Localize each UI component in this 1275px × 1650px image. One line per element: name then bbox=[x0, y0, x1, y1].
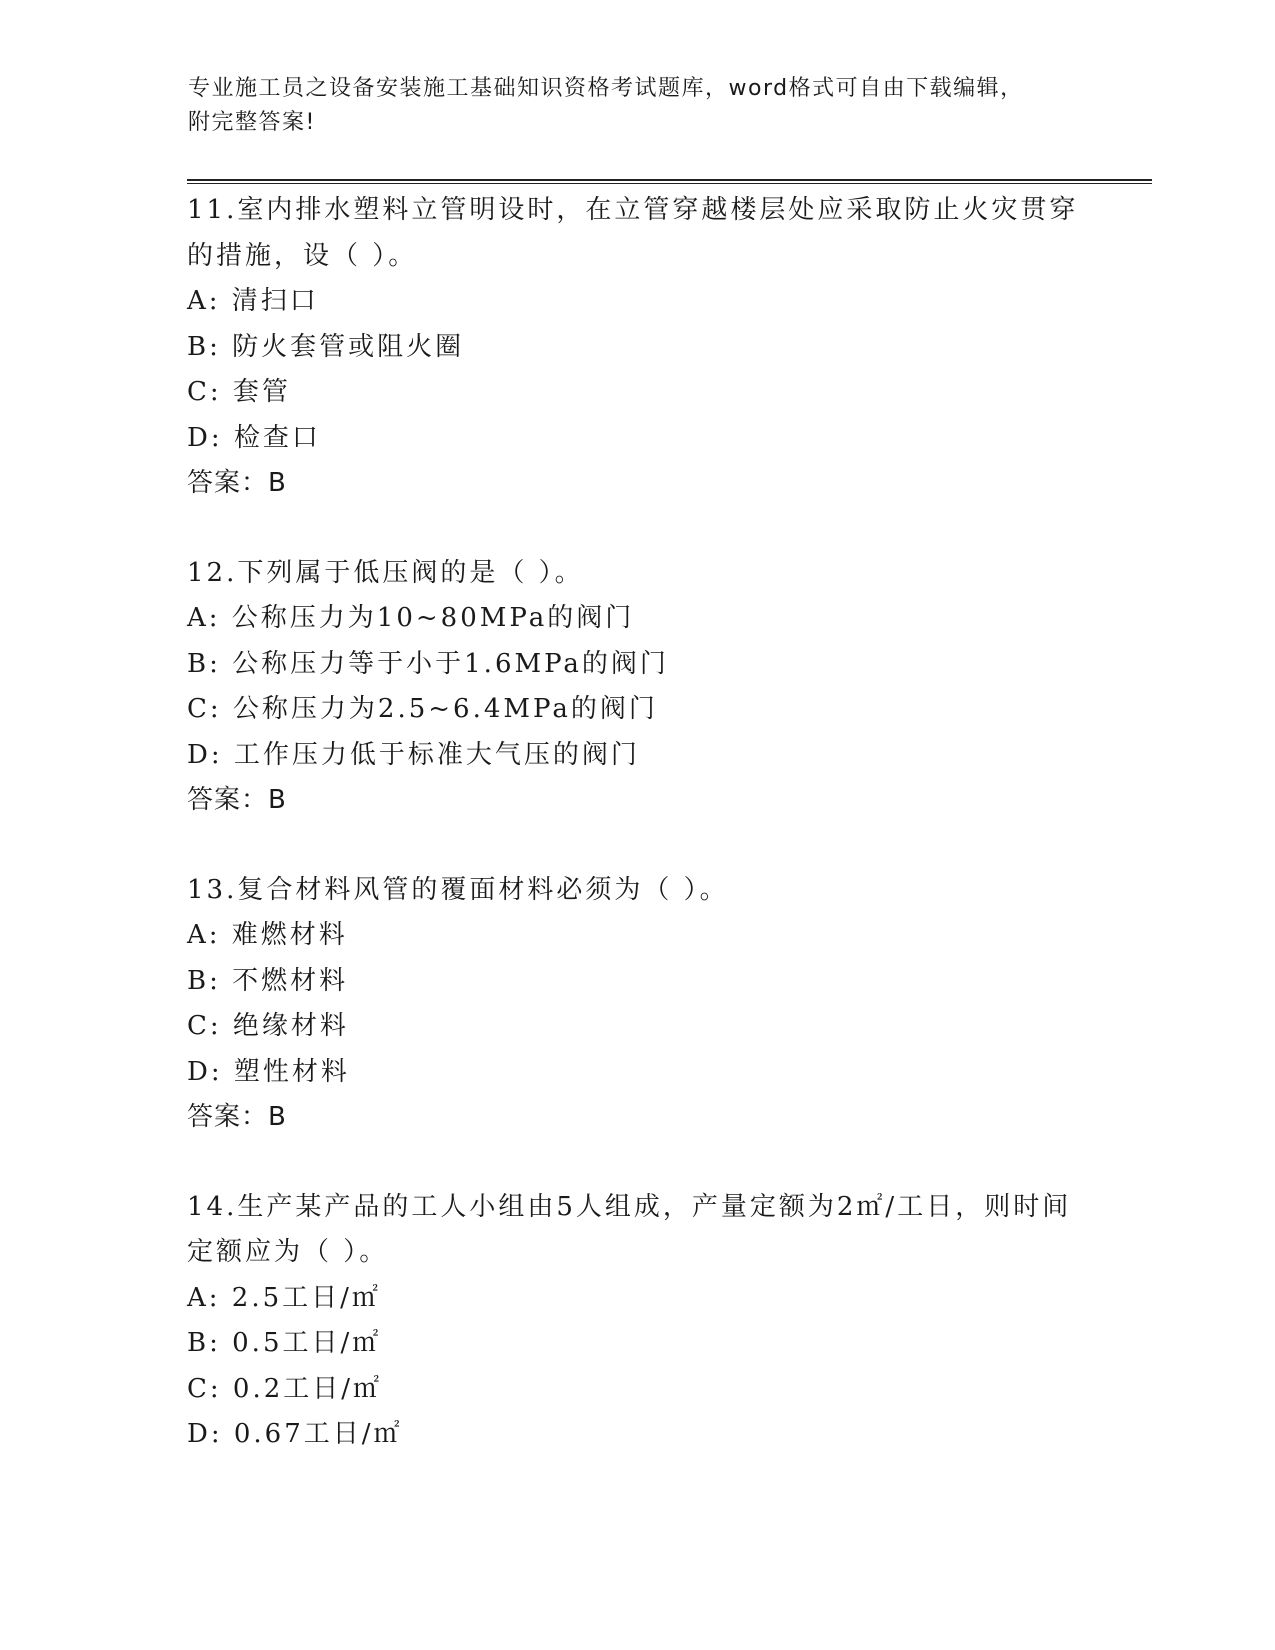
option-a: A: 清扫口 bbox=[187, 286, 319, 316]
option-c: C: 0.2工日/㎡ bbox=[187, 1373, 383, 1404]
option-c: C: 套管 bbox=[187, 377, 291, 407]
question-stem-continued: 定额应为（ ）。 bbox=[187, 1237, 389, 1267]
option-a: A: 公称压力为10~80MPa的阀门 bbox=[187, 603, 635, 633]
option-a: A: 难燃材料 bbox=[187, 920, 348, 950]
document-header bbox=[188, 72, 1088, 140]
question-stem-continued: 的措施，设（ ）。 bbox=[187, 240, 418, 271]
question-list bbox=[187, 188, 1087, 1502]
question-stem: 11.室内排水塑料立管明设时，在立管穿越楼层处应采取防止火灾贯穿 bbox=[187, 195, 1079, 225]
question-14 bbox=[187, 1185, 1087, 1458]
header-line-2: 附完整答案! bbox=[188, 110, 316, 135]
question-stem: 14.生产某产品的工人小组由5人组成，产量定额为2㎡/工日，则时间 bbox=[187, 1191, 1072, 1222]
question-12 bbox=[187, 551, 1087, 824]
option-c: C: 公称压力为2.5~6.4MPa的阀门 bbox=[187, 694, 658, 724]
question-stem: 12.下列属于低压阀的是（ ）。 bbox=[187, 557, 584, 588]
option-b: B: 公称压力等于小于1.6MPa的阀门 bbox=[187, 648, 669, 679]
option-b: B: 0.5工日/㎡ bbox=[187, 1328, 382, 1358]
header-line-1: 专业施工员之设备安装施工基础知识资格考试题库，word格式可自由下载编辑， bbox=[188, 76, 1024, 101]
option-a: A: 2.5工日/㎡ bbox=[187, 1282, 381, 1313]
header-divider bbox=[187, 179, 1152, 184]
option-b: B: 防火套管或阻火圈 bbox=[187, 331, 465, 362]
option-b: B: 不燃材料 bbox=[187, 965, 349, 996]
option-d: D: 工作压力低于标准大气压的阀门 bbox=[187, 739, 640, 770]
answer: 答案：B bbox=[187, 468, 287, 498]
answer: 答案：B bbox=[187, 785, 287, 815]
option-d: D: 检查口 bbox=[187, 422, 321, 453]
option-d: D: 0.67工日/㎡ bbox=[187, 1419, 403, 1449]
question-13 bbox=[187, 868, 1087, 1141]
question-11 bbox=[187, 188, 1087, 507]
answer: 答案：B bbox=[187, 1102, 287, 1132]
option-c: C: 绝缘材料 bbox=[187, 1011, 349, 1041]
question-stem: 13.复合材料风管的覆面材料必须为（ ）。 bbox=[187, 874, 729, 905]
option-d: D: 塑性材料 bbox=[187, 1056, 350, 1087]
